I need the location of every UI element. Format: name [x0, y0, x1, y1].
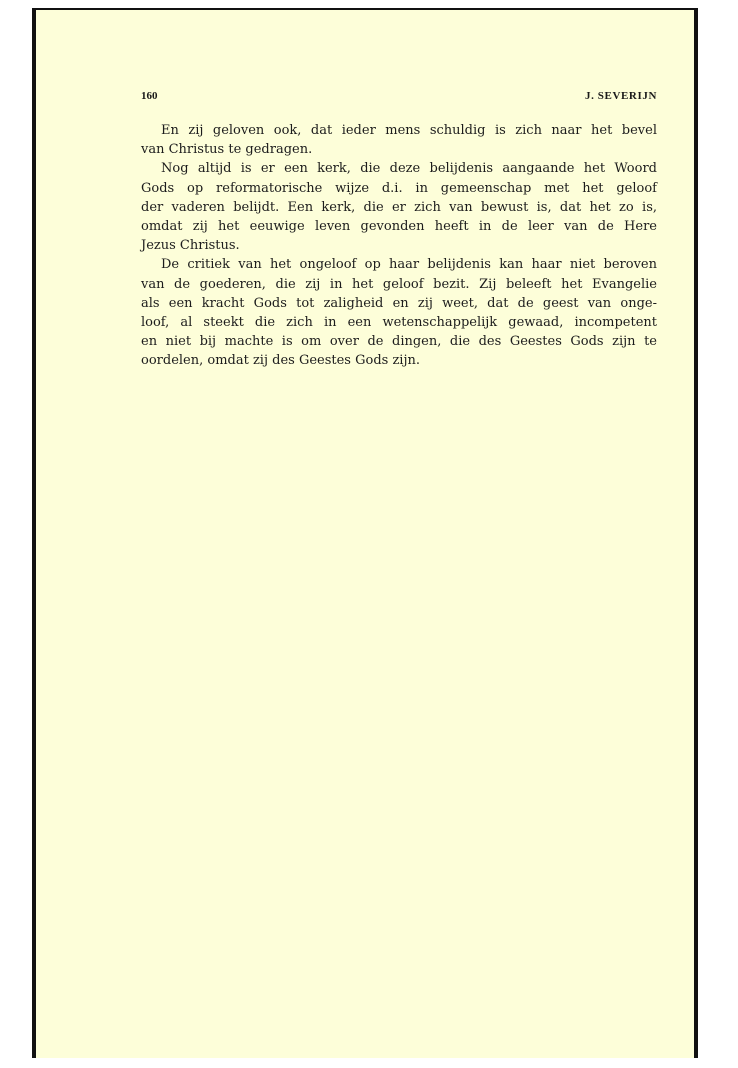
running-head	[141, 90, 657, 106]
paragraph-3	[141, 255, 657, 370]
text-line: en niet bij machte is om over de dingen, die des Geestes Gods zijn te	[141, 334, 657, 350]
paragraph-2	[141, 159, 657, 255]
running-head-author: J. SEVERIJN	[584, 90, 657, 102]
text-line: De critiek van het ongeloof op haar belijdenis kan haar niet beroven	[161, 257, 657, 273]
text-line: als een kracht Gods tot zaligheid en zij weet, dat de geest van onge-	[141, 295, 657, 311]
body-text	[141, 121, 657, 370]
text-line: der vaderen belijdt. Een kerk, die er zich van bewust is, dat het zo is,	[141, 199, 657, 215]
text-line: Jezus Christus.	[141, 238, 240, 254]
text-line: loof, al steekt die zich in een wetenschappelijk gewaad, incompetent	[141, 314, 657, 330]
text-line: En zij geloven ook, dat ieder mens schuldig is zich naar het bevel	[161, 123, 657, 138]
text-line: omdat zij het eeuwige leven gevonden heeft in de leer van de Here	[141, 218, 657, 234]
text-line: Gods op reformatorische wijze d.i. in gemeenschap met het geloof	[141, 180, 657, 196]
text-line: van Christus te gedragen.	[141, 142, 313, 158]
text-line: Nog altijd is er een kerk, die deze belijdenis aangaande het Woord	[161, 161, 657, 177]
paragraph-1	[141, 121, 657, 159]
text-line: van de goederen, die zij in het geloof bezit. Zij beleeft het Evangelie	[141, 276, 657, 292]
text-line: oordelen, omdat zij des Geestes Gods zijn.	[141, 353, 420, 369]
page-number: 160	[141, 90, 158, 102]
